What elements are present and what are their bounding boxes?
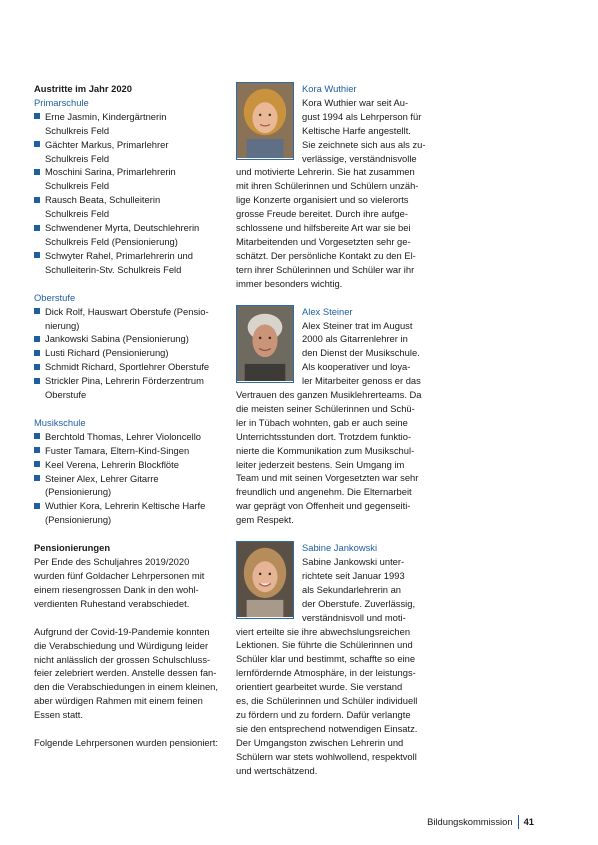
pensionierungen-paragraph-3: Folgende Lehrpersonen wurden pensioniert: xyxy=(34,737,218,749)
portrait-photo xyxy=(236,305,294,383)
bullet-icon xyxy=(34,461,40,467)
portrait-photo xyxy=(236,541,294,619)
list-item: Schwyter Rahel, Primarlehrerin und Schulleiterin-Stv. Schulkreis Feld xyxy=(34,249,226,277)
list-item: Erne Jasmin, Kindergärtnerin Schulkreis Feld xyxy=(34,110,226,138)
primarschule-heading: Primarschule xyxy=(34,96,89,108)
footer-divider xyxy=(518,815,519,829)
right-column xyxy=(236,82,428,778)
profile-name: Sabine Jankowski xyxy=(302,542,378,554)
profile-text: Kora Wuthier war seit Au- gust 1994 als Lehrperson für Keltische Harfe angestellt. Sie zeichnete sich aus als zu- verlässige, verständnisvolle und motivierte Lehrerin. Sie hat zusammen mit ihren Schülerinnen und Schülern unzäh- lige Konzerte organisiert und so vielerorts grosse Freude bereitet. Durch ihre aufge- schlossene und hilfsbereite Art war sie bei Mitarbeitenden und Vorgesetzten sehr ge- schätzt. Der persönliche Kontakt zu den El- tern ihrer Schülerinnen und Schüler war ihr immer besonders wichtig. xyxy=(236,96,426,289)
pensionierungen-heading: Pensionierungen xyxy=(34,542,111,554)
page-number: 41 xyxy=(523,816,534,828)
profile-name: Kora Wuthier xyxy=(302,83,357,94)
bullet-icon xyxy=(34,252,40,258)
bullet-icon xyxy=(34,503,40,509)
profile-name: Alex Steiner xyxy=(302,305,353,317)
primarschule-list xyxy=(34,110,226,277)
profile-text: Sabine Jankowski unter- richtete seit Januar 1993 als Sekundarlehrerin an der Oberstufe. Zuverlässig, verständnisvoll und moti- viert erteilte sie ihre abwechslungsreichen Lektionen. Sie führte die Schülerinnen und Schüler klar und bestimmt, schaffte so eine lernfördernde Atmosphäre, in der leistungs- orientiert gearbeitet wurde. Sie verstand es, die Schülerinnen und Schüler individuell zu fördern und zu fordern. Dafür verlangte sie den entsprechend notwendigen Einsatz. Der Umgangston zwischen Lehrerin und Schülern war stets wohlwollend, respektvoll und wertschätzend. xyxy=(236,556,418,776)
oberstufe-list xyxy=(34,305,226,402)
list-item: Steiner Alex, Lehrer Gitarre (Pensionierung) xyxy=(34,472,226,500)
musikschule-heading: Musikschule xyxy=(34,416,86,428)
list-item: Schwendener Myrta, Deutschlehrerin Schulkreis Feld (Pensionierung) xyxy=(34,221,226,249)
list-item: Keel Verena, Lehrerin Blockflöte xyxy=(34,458,226,472)
austritte-title: Austritte im Jahr 2020 xyxy=(34,83,132,94)
oberstufe-heading: Oberstufe xyxy=(34,291,76,303)
bullet-icon xyxy=(34,225,40,231)
list-item: Jankowski Sabina (Pensionierung) xyxy=(34,332,226,346)
bullet-icon xyxy=(34,475,40,481)
profile-kora-wuthier xyxy=(236,82,428,291)
bullet-icon xyxy=(34,433,40,439)
list-item: Strickler Pina, Lehrerin Förderzentrum Oberstufe xyxy=(34,374,226,402)
list-item: Gächter Markus, Primarlehrer Schulkreis Feld xyxy=(34,138,226,166)
profile-text: Alex Steiner trat im August 2000 als Gitarrenlehrer in den Dienst der Musikschule. Als kooperativer und loya- ler Mitarbeiter genoss er das Vertrauen des ganzen Musiklehrerteams. Da die meisten seiner Schülerinnen und Schü- ler in Tübach wohnten, gab er auch seine Unterrichtsstunden dort. Trotzdem funktio- nierte die Kommunikation zum Musikschul- leiter jederzeit bestens. Sein Umgang im Team und mit seinen Vorgesetzten war sehr freundlich und angenehm. Die Elternarbeit war geprägt von Offenheit und gegenseiti- gem Respekt. xyxy=(236,319,422,526)
list-item: Lusti Richard (Pensionierung) xyxy=(34,346,226,360)
bullet-icon xyxy=(34,113,40,119)
bullet-icon xyxy=(34,197,40,203)
bullet-icon xyxy=(34,364,40,370)
list-item: Rausch Beata, Schulleiterin Schulkreis Feld xyxy=(34,193,226,221)
list-item: Schmidt Richard, Sportlehrer Oberstufe xyxy=(34,360,226,374)
pensionierungen-paragraph-1: Per Ende des Schuljahres 2019/2020 wurden fünf Goldacher Lehrpersonen mit einem riesengrossen Dank in den wohl- verdienten Ruhestand verabschiedet. xyxy=(34,556,205,609)
profile-sabine-jankowski xyxy=(236,541,428,777)
bullet-icon xyxy=(34,336,40,342)
left-column xyxy=(34,82,226,750)
bullet-icon xyxy=(34,308,40,314)
pensionierungen-paragraph-2: Aufgrund der Covid-19-Pandemie konnten die Verabschiedung und Würdigung leider nicht anlässlich der grossen Schulschluss- feier zelebriert werden. Anstelle dessen fan- den die Verabschiedungen in einem kleinen, aber würdigen Rahmen mit einem feinen Essen statt. xyxy=(34,625,218,721)
bullet-icon xyxy=(34,378,40,384)
list-item: Wuthier Kora, Lehrerin Keltische Harfe (Pensionierung) xyxy=(34,499,226,527)
list-item: Moschini Sarina, Primarlehrerin Schulkreis Feld xyxy=(34,165,226,193)
list-item: Fuster Tamara, Eltern-Kind-Singen xyxy=(34,444,226,458)
bullet-icon xyxy=(34,141,40,147)
footer-section-label: Bildungskommission xyxy=(427,816,513,828)
profile-alex-steiner xyxy=(236,305,428,528)
list-item: Dick Rolf, Hauswart Oberstufe (Pensio- nierung) xyxy=(34,305,226,333)
bullet-icon xyxy=(34,169,40,175)
portrait-photo xyxy=(236,82,294,160)
musikschule-list xyxy=(34,430,226,527)
bullet-icon xyxy=(34,350,40,356)
bullet-icon xyxy=(34,447,40,453)
page-footer xyxy=(427,815,534,829)
list-item: Berchtold Thomas, Lehrer Violoncello xyxy=(34,430,226,444)
